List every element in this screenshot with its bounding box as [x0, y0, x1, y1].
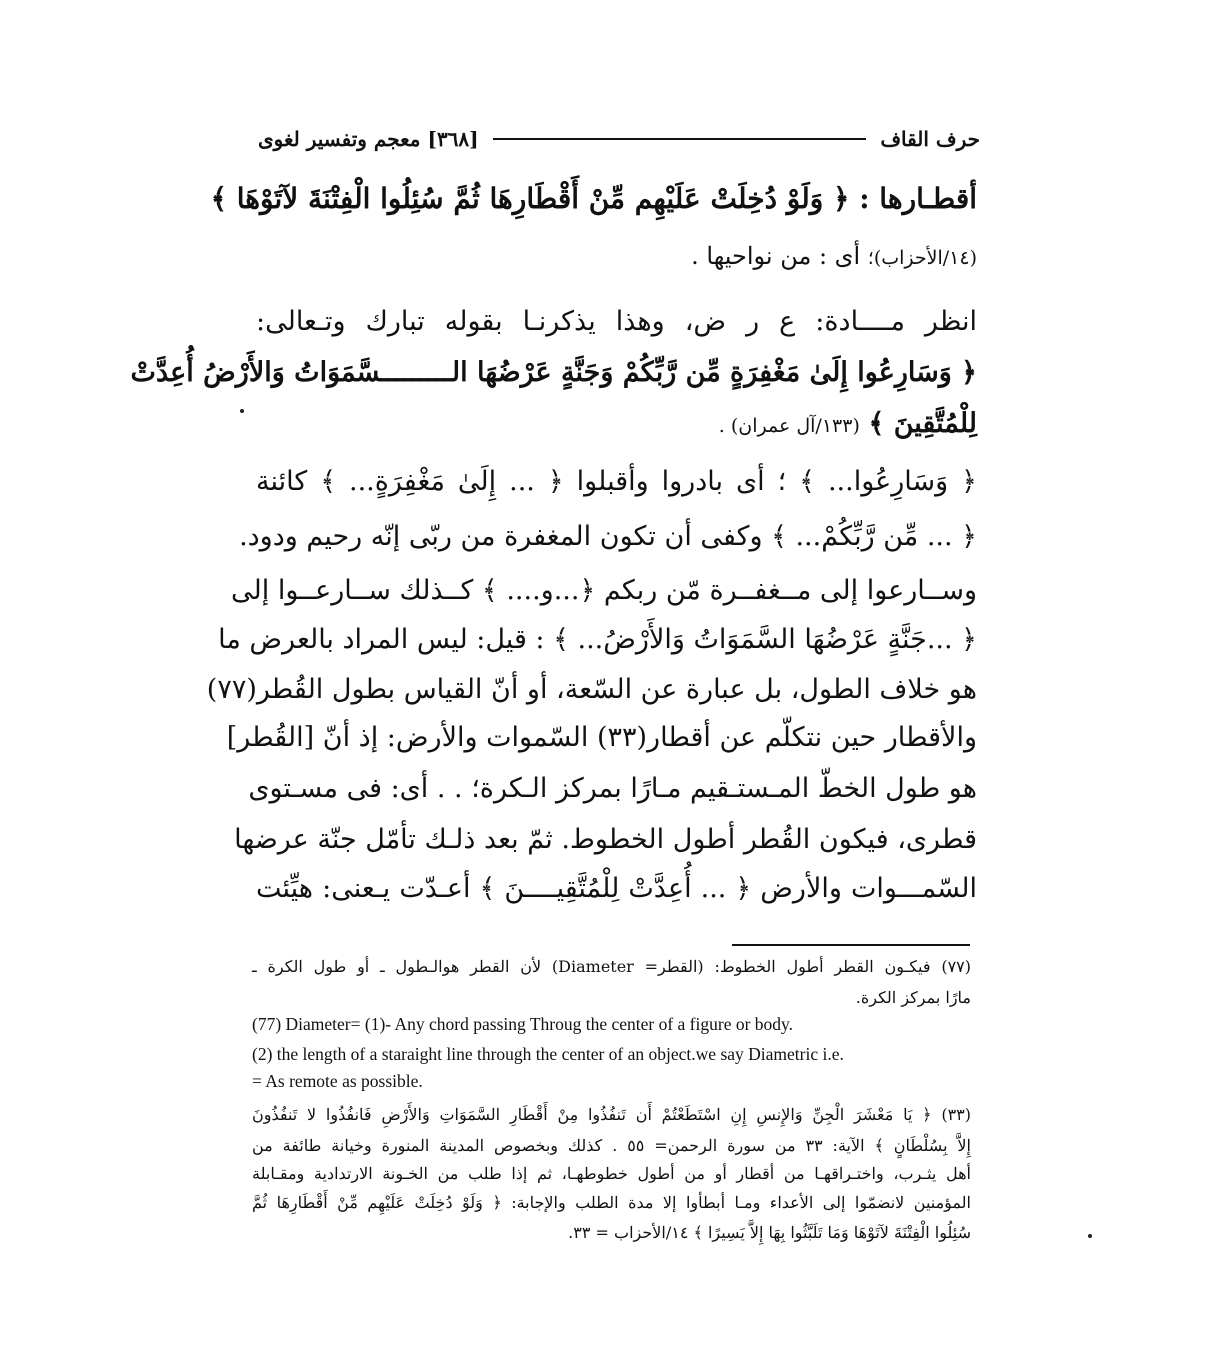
entry-line-2: [256, 242, 977, 271]
header-rule: [493, 138, 867, 140]
body-line-10: هو خلاف الطول، بل عبارة عن السّعة، أو أنّ القياس بطول القُطر(٧٧): [206, 674, 977, 705]
footnote-33-line-2: إِلاَّ بِسُلْطَانٍ ﴾ الآية: ٣٣ من سورة الرحمن= ٥٥ . كذلك وبخصوص المدينة المنورة وخيانة طائفة من: [252, 1136, 972, 1155]
body-line-5: [256, 408, 977, 440]
header-book-title: [258, 127, 479, 151]
entry-headword: أقطـارها :: [859, 182, 977, 215]
definition-text: أى : من نواحيها .: [691, 242, 861, 270]
body-line-7: ﴿ ... مِّن رَّبِّكُمْ... ﴾ وكفى أن تكون المغفرة من ربّى إنّه رحيم ودود.: [239, 521, 977, 552]
body-line-12: هو طول الخطّ المـستـقيم مـارًا بمركز الـكرة؛ . . أى: فى مسـتوى: [248, 773, 977, 804]
chapter-title: حرف القاف: [880, 127, 980, 151]
quran-verse-line-4: ﴿ وَسَارِعُوا إِلَىٰ مَغْفِرَةٍ مِّن رَّبِّكُمْ وَجَنَّةٍ عَرْضُهَا الـــــــــسَّمَوَاتُ وَالأَرْضُ أُعِدَّتْ: [130, 357, 977, 388]
body-line-11: والأقطار حين نتكلّم عن أقطار(٣٣) السّموات والأرض: إذ أنّ [القُطر]: [226, 722, 977, 753]
scan-speck: [240, 409, 244, 413]
verse-reference: (١٤/الأحزاب)؛: [867, 247, 977, 269]
body-line-14: السّمـــوات والأرض ﴿ ... أُعِدَّتْ لِلْمُتَّقِيــــنَ ﴾ أعـدّت يـعنى: هيِّئت: [256, 873, 977, 904]
footnote-33-line-1: (٣٣) ﴿ يَا مَعْشَرَ الْجِنِّ وَالإِنسِ إِنِ اسْتَطَعْتُمْ أَن تَنفُذُوا مِنْ أَقْطَارِ السَّمَوَاتِ وَالأَرْضِ فَانفُذُوا لا تَنفُذُونَ: [252, 1105, 971, 1124]
footnote-77-english-2: (2) the length of a staraight line through the center of an object.we say Diametric i.e.: [252, 1044, 844, 1064]
footnote-77-arabic-1: (٧٧) فيكـون القطر أطول الخطوط: (القطر= Diameter) لأن القطر هوالـطول ـ أو طول الكرة ـ: [252, 957, 972, 976]
verse-reference: (١٣٣/آل عمران) .: [718, 415, 860, 437]
footnote-separator: [732, 944, 970, 946]
footnote-33-line-4: المؤمنين لانضمّوا إلى الأعداء ومـا أبطأوا إلا مدة الطلب والإجابة: ﴿ وَلَوْ دُخِلَتْ عَلَيْهِم مِّنْ أَقْطَارِهَا ثُمَّ: [252, 1193, 971, 1212]
footnote-33-line-3: أهل يثـرب، واختـراقهـا من أقطار أو من أطول خطوطهـا، ثم إذا طلب من الخـونة الارتدادية ومقـابلة: [252, 1164, 971, 1183]
running-header: [258, 122, 980, 156]
body-line-9: ﴿ ...جَنَّةٍ عَرْضُهَا السَّمَوَاتُ وَالأَرْضُ... ﴾ : قيل: ليس المراد بالعرض ما: [218, 624, 977, 655]
body-line-8: وســارعوا إلى مــغفــرة مّن ربكم ﴿...و.... ﴾ كــذلك ســارعــوا إلى: [231, 575, 977, 606]
footnote-77-english-1: (77) Diameter= (1)- Any chord passing Throug the center of a figure or body.: [252, 1014, 794, 1034]
book-title: معجم وتفسير لغوى: [258, 127, 421, 151]
footnote-77-english-3: = As remote as possible.: [252, 1071, 423, 1091]
body-line-13: قطرى، فيكون القُطر أطول الخطوط. ثمّ بعد ذلـك تأمّل جنّة عرضها: [234, 824, 977, 855]
footnote-33-line-5: سُئِلُوا الْفِتْنَةَ لآتَوْهَا وَمَا تَلَبَّثُوا بِهَا إِلاَّ يَسِيرًا ﴾ ١٤/الأحزاب = ٣٣.: [568, 1223, 971, 1242]
scan-speck: [1088, 1234, 1092, 1238]
body-line-6: ﴿ وَسَارِعُوا... ﴾ ؛ أى بادروا وأقبلوا ﴿ ... إِلَىٰ مَغْفِرَةٍ... ﴾ كائنة: [256, 466, 977, 497]
footnote-77-arabic-2: مارًا بمركز الكرة.: [855, 988, 971, 1007]
quran-verse-end: لِلْمُتَّقِينَ ﴾: [868, 408, 977, 439]
entry-line-1: [210, 182, 977, 216]
quran-verse: ﴿ وَلَوْ دُخِلَتْ عَلَيْهِم مِّنْ أَقْطَارِهَا ثُمَّ سُئِلُوا الْفِتْنَةَ لآتَوْهَا ﴾: [210, 182, 850, 215]
body-line-3: انظر مــــادة: ع ر ض، وهذا يذكرنـا بقوله تبارك وتـعالى:: [256, 306, 977, 337]
page-number: [٣٦٨]: [427, 127, 479, 151]
